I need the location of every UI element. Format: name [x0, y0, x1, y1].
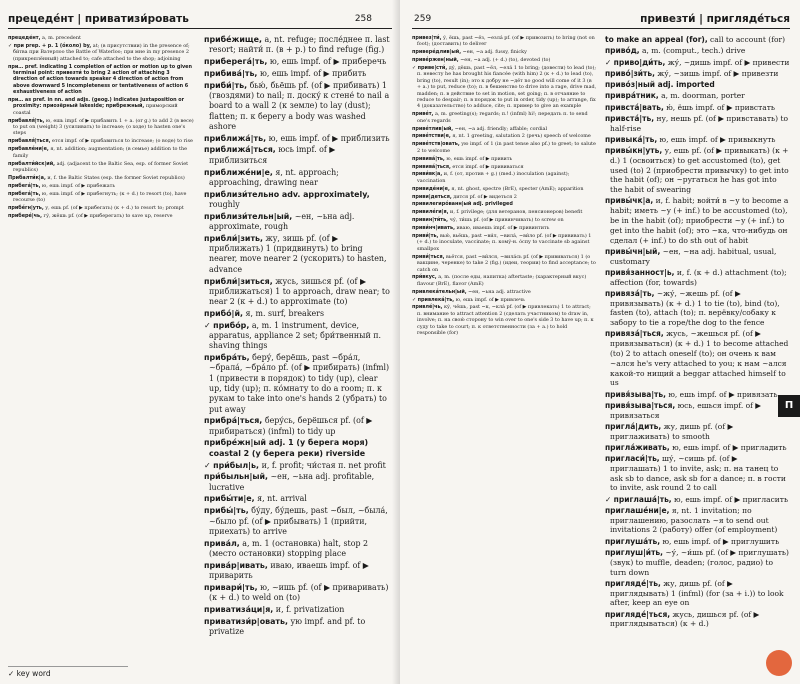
- headword: при… pref. indicating 1 completion of action or motion up to given terminal point: привезти́ to bring 2 action of attaching 3 direction of action towards speaker 4 direction of action from above downward 5 incompleteness or tentativeness of action 6 exhaustiveness of action: [8, 63, 192, 96]
- dictionary-entry: привин|ти́ть, чу́, ти́шь pf. (of ▶ привинчивать) to screw on: [412, 217, 564, 224]
- dictionary-entry: [8, 64, 196, 96]
- headword: пригла́|дить,: [605, 421, 662, 431]
- headword: пригляде́|ть,: [605, 578, 661, 588]
- dictionary-entry: привы́кн|уть, у, ешь pf. (of ▶ привыкать) (к + d.) 1 (освоиться) to get accustomed (to), get used (to) 2 (приобрести привычку) to get into the habit (of); он ~ругаться he has got into the habit of swearing: [605, 146, 789, 195]
- dictionary-entry: при́быльн|ый, ~ен, ~ьна adj. profitable, lucrative: [204, 472, 375, 492]
- page-number: 258: [354, 14, 372, 24]
- dictionary-entry: при… as pref. in nn. and adjs. (geog.) indicates juxtaposition or proximity: приозёрный lakeside; прибрежный, приморский coastal: [8, 97, 185, 116]
- dictionary-entry: привиде́ни|е, я, nt. ghost, spectre (BrE), specter (AmE); apparition: [412, 185, 584, 192]
- headword: прибо́|й,: [204, 308, 243, 318]
- headword: приви́|ться,: [412, 253, 445, 260]
- dictionary-entry: приве́ржен|ный, ~ен, ~а adj. (+ d.) (to), devoted (to): [412, 57, 551, 64]
- dictionary-entry: прибы́ти|е, я, nt. arrival: [204, 494, 307, 504]
- headword: приви́нч|ивать,: [412, 225, 455, 232]
- column-2: [204, 35, 392, 639]
- headword: прибра́ть,: [204, 353, 250, 363]
- dictionary-entry: прибавля́|ться, ется impf. of ▶ прибавиться to increase; (о воде) to rise: [8, 138, 193, 145]
- headword: привя́зыва|ть,: [605, 389, 666, 399]
- dictionary-entry: приви́|ться, вьётся, past ~ви́лся, ~вила́сь pf. (of ▶ прививаться) 1 (о вакцине, черенке) to take 2 (fig.) (идеи, теории) to find acceptance; to catch on: [412, 253, 596, 273]
- dictionary-entry: пригласи́|ть, шу́, ~сишь pf. (of ▶ приглашать) 1 to invite, ask; п. на танец to ask sb to dance, ask sb for a dance; п. в гости to invite, ask round 2 to call: [605, 454, 786, 493]
- dictionary-entry: прибе́гн|уть, у, ешь pf. (of ▶ прибегать) (к + d.) to resort to; prompt: [8, 204, 184, 211]
- headword: приглуша́ть,: [605, 536, 661, 546]
- column-1: [412, 35, 597, 631]
- dictionary-entry: приве́т, а, m. greeting(s); regards; п.! (infml) hi!; передать п. to send one's regards: [412, 111, 588, 124]
- headword: пригляде́|ться,: [605, 609, 671, 619]
- headword: прибли́|зить,: [204, 233, 264, 243]
- dictionary-entry: прибавле́ни|е, я, nt. addition; augmentation; (в семье) addition to the family: [8, 146, 187, 159]
- headword: привра́тник,: [605, 91, 659, 101]
- headword: приве́тств|овать,: [412, 141, 460, 148]
- headword: привез|ти́,: [412, 35, 442, 41]
- dictionary-entry: приближа́|ться, юсь impf. of ▶ приблизиться: [204, 145, 336, 165]
- headword: приве́ржен|ный,: [412, 57, 459, 64]
- page-number: 259: [414, 14, 432, 24]
- headword: приглаше́ни|е,: [605, 505, 670, 515]
- dictionary-entry: привиле́ги|я, и, f. privilege; (для ветеранов, пенсионеров) benefit: [412, 209, 583, 216]
- headword: приближа́|ться,: [204, 145, 276, 155]
- headword: при́был|ь,: [213, 460, 260, 470]
- dictionary-entry: привере́длив|ый, ~ен, ~а adj. fussy, finicky: [412, 49, 527, 56]
- dictionary-entry: пригляде́|ть, жу, дишь pf. (of ▶ приглядывать) 1 (infml) (for (за + i.)) to look after, keep an eye on: [605, 578, 784, 608]
- headword: прибре́жн|ый adj. 1 (у берега моря) coastal 2 (у берега реки) riverside: [204, 438, 369, 458]
- dictionary-entry: прибега́|ть, ю, ешь impf. of ▶ прибежать: [8, 182, 116, 189]
- dictionary-entry: to make an appeal (for), call to account (for): [605, 35, 785, 44]
- dictionary-entry: ✓ приво|ди́ть, жу́, ~дишь impf. of ▶ привести: [605, 57, 790, 67]
- headword: прибавля́|ть,: [8, 117, 45, 124]
- dictionary-entry: приближе́ни|е, я, nt. approach; approaching, drawing near: [204, 167, 339, 187]
- headword: привива́|ться,: [412, 163, 451, 170]
- headword: приво́з|ный adj. imported: [605, 80, 715, 90]
- headword: привяза́|ться,: [605, 329, 664, 339]
- column-1: [8, 35, 196, 639]
- headword: прибо́р,: [213, 320, 250, 330]
- dictionary-entry: приватиза́ци|я, и, f. privatization: [204, 604, 345, 614]
- dictionary-entry: ✓ приве|сти́, ду́, дёшь, past ~ёл, ~ела́ 1 to bring; (довести) to lead (to); п. невесту he has brought his fiancée (with him) 2 (к + d.) to lead (to), bring (to), result (in); это к добру не ~дёт no good will come of it 3 (в + a.) to put, reduce (to); п. в бешенство to drive into a rage, drive mad, madden; п. в действие to set in motion, set going; п. в отчаяние to reduce to despair; п. в порядок to put in order, tidy (up); to arrange, fix 4 (доказательство) to adduce, cite; п. пример to give an example: [412, 65, 597, 110]
- headword: приближе́ни|е,: [204, 167, 273, 177]
- dictionary-entry: приве́тлив|ый, ~ен, ~а adj. friendly; affable; cordial: [412, 125, 548, 132]
- running-head-title: привезти́ | пригляде́ться: [640, 13, 790, 25]
- headword: приве|сти́,: [417, 65, 448, 72]
- headword: приви́вк|а,: [412, 171, 443, 178]
- dictionary-entry: приво́|зи́ть, жу́, ~зишь impf. of ▶ привезти: [605, 68, 779, 78]
- headword: привста́|ть,: [605, 113, 655, 123]
- dictionary-entry: привари́|ть, ю, ~ишь pf. (of ▶ приваривать) (к + d.) to weld on (to): [204, 582, 389, 603]
- headword: привилегиро́ванн|ый adj. privileged: [412, 201, 513, 208]
- thumb-index-tab: П: [778, 395, 800, 417]
- headword: прибалти́йск|ий,: [8, 160, 56, 167]
- dictionary-entry: приви́нч|ивать, иваю, иваешь impf. of ▶ привинтить: [412, 225, 550, 232]
- dictionary-entry: прибива́|ть, ю, ешь impf. of ▶ прибить: [204, 68, 367, 78]
- dictionary-entry: привя́зыва|ться, юсь, ешься impf. of ▶ привязаться: [605, 400, 762, 420]
- headword: приглаша́|ть,: [613, 494, 672, 504]
- dictionary-entry: прибра́|ться, беру́сь, берёшься pf. (of ▶ прибираться) (infml) to tidy up: [204, 416, 373, 436]
- dictionary-entry: приве́тств|овать, ую impf. of 1 (in past tense also pf.) to greet; to salute 2 to welcome: [412, 141, 596, 154]
- dictionary-entry: приви́|ть, вью́, вьёшь, past ~ви́л, ~вила́, ~ви́ло pf. (of ▶ прививать) 1 (+ d.) to inoculate, vaccinate; п. кому́-н. о́спу to vaccinate sb against smallpox: [412, 233, 592, 252]
- dictionary-entry: ✓ при prep. + p. 1 (о́коло) by, at; (в присутствии) in the presence of; би́тва при Ватерлоо the Battle of Waterloo; при мне in my presence 2 (прикреплённый) attached to; cafe attached to the shop; adjoining: [8, 42, 190, 62]
- dictionary-entry: ✓ привлека́|ть, ю, ешь impf. of ▶ привлечь: [412, 296, 525, 303]
- headword: прибы́ти|е,: [204, 494, 255, 504]
- headword: приви|деться,: [412, 193, 452, 200]
- headword: прибе́гн|уть,: [8, 204, 44, 211]
- headword: прибавля́|ться,: [8, 138, 51, 145]
- headword: пригла́живать,: [605, 442, 670, 452]
- headword: to make an appeal (for),: [605, 35, 708, 44]
- headword: прибли́|зиться,: [204, 276, 273, 286]
- dictionary-entry: приглуша́ть, ю, ешь impf. of ▶ приглушить: [605, 536, 780, 546]
- dictionary-entry: пригла́живать, ю, ешь impf. of ▶ пригладить: [605, 442, 787, 452]
- dictionary-entry: прибли́|зиться, жусь, зишься pf. (of ▶ приближаться) 1 to approach, draw near; to near 2 (к + d.) to approximate (to): [204, 276, 390, 307]
- dictionary-entry: прибо́|й, я, m. surf, breakers: [204, 308, 324, 318]
- headword: прибы́|ть,: [204, 506, 249, 516]
- dictionary-entry: приби́|ть, бью́, бьёшь pf. (of ▶ прибивать) 1 (гвоздями) to nail; п. доску́ к стене́ to nail a board to a wall 2 (к земле) to lay (dust); flatten; п. к берегу a body was washed ashore: [204, 80, 390, 131]
- headword: привыка́|ть,: [605, 134, 658, 144]
- headword: Прибалти́к|а,: [8, 174, 46, 181]
- dictionary-entry: приви́вк|а, и, f. (от, против + g.) (med.) inoculation (against); vaccination: [412, 171, 570, 184]
- headword: привива́|ть,: [412, 155, 445, 162]
- headword: приблизи́тельн|ый,: [204, 211, 293, 221]
- running-head-right: [412, 10, 790, 29]
- headword: приве́тстви|е,: [412, 133, 451, 140]
- dictionary-entry: привле́|чь, ку́, чёшь, past ~к, ~кла́ pf. (of ▶ привлекать) 1 to attract; п. внимание to attract attention 2 (сделать участником) to draw in, involve; п. на свою́ сторону to win over to one's side 3 to have up; п. к суду to take to court; п. к ответственности (за + a.) to hold responsible (for): [412, 304, 594, 337]
- dictionary-entry: прибы́|ть, бу́ду, бу́дешь, past ~был, ~была́, ~было pf. (of ▶ прибывать) 1 (прийти, приехать) to arrive: [204, 506, 388, 536]
- dictionary-entry: привыка́|ть, ю, ешь impf. of ▶ привыкнуть: [605, 134, 776, 144]
- dictionary-entry: привива́|ться, ется impf. of ▶ прививаться: [412, 163, 524, 170]
- dictionary-entry: ✓ приглаша́|ть, ю, ешь impf. of ▶ пригласить: [605, 494, 789, 504]
- headword: прива́л,: [204, 538, 240, 548]
- dictionary-entry: привя́зыва|ть, ю, ешь impf. of ▶ привязать: [605, 389, 778, 399]
- publisher-watermark-logo: [766, 650, 792, 676]
- dictionary-entry: прива́р|ивать, иваю, иваешь impf. of ▶ приварить: [204, 560, 369, 581]
- dictionary-entry: прецедéнт, а, m. precedent: [8, 35, 81, 41]
- headword: приво́д,: [605, 46, 640, 56]
- dictionary-entry: привра́тник, а, m. doorman, porter: [605, 91, 745, 101]
- headword: привы́чн|ый,: [605, 246, 661, 256]
- headword: приве́т,: [412, 111, 434, 118]
- headword: привлека́|ть,: [417, 296, 455, 303]
- headword: привлека́тельн|ый,: [412, 288, 467, 295]
- headword: привиде́ни|е,: [412, 185, 450, 192]
- key-footer: ✓ key word: [8, 666, 128, 678]
- dictionary-entry: пригляде́|ться, жусь, дишься pf. (of ▶ приглядываться) (к + d.): [605, 609, 760, 629]
- headword: привяза́|ть,: [605, 288, 655, 298]
- dictionary-entry: привива́|ть, ю, ешь impf. of ▶ привить: [412, 155, 513, 162]
- dictionary-entry: прибе́жище, а, nt. refuge; после́днее п. last resort; найти́ п. (в + p.) to find refuge (fig.): [204, 35, 390, 55]
- dictionary-entry: приглаше́ни|е, я, nt. 1 invitation; по приглашению, разослать ~я to send out invitations 2 (работу) offer (of employment): [605, 505, 778, 535]
- headword: при prep. + p. 1 (о́коло) by,: [13, 42, 92, 49]
- dictionary-entry: привы́чк|а, и, f. habit; войти́ в ~у to become a habit; иметь ~у (+ inf.) to be accustomed (to), be in the habit (of); приобрести ~у (+ inf.) to get into the habit (of); это ~ка, что-нибудь он сделал (+ inf.) to do sth out of habit: [605, 196, 789, 245]
- dictionary-entry: привы́чн|ый, ~ен, ~на adj. habitual, usual, customary: [605, 246, 777, 266]
- headword: привари́|ть,: [204, 582, 258, 592]
- headword: привя́зыва|ться,: [605, 400, 676, 410]
- headword: приберега́|ть,: [204, 57, 268, 67]
- headword: приглуш|и́ть,: [605, 548, 664, 558]
- headword: прибега́|ть,: [8, 190, 41, 197]
- headword: прибра́|ться,: [204, 416, 263, 426]
- headword: приви́|ть,: [412, 233, 439, 240]
- dictionary-entry: привез|ти́, у́, ёшь, past ~ёз, ~езла́ pf. (of ▶ привозить) to bring (not on foot); (доставить) to deliver: [412, 35, 595, 48]
- columns-left: [8, 35, 392, 639]
- headword: привин|ти́ть,: [412, 217, 449, 224]
- headword: приве́тлив|ый,: [412, 125, 454, 132]
- dictionary-entry: ✓ прибо́р, а, m. 1 instrument, device, apparatus, appliance 2 set; бри́твенный п. shaving things: [204, 320, 381, 351]
- dictionary-entry: приво́д, а, m. (comput., tech.) drive: [605, 46, 746, 56]
- headword: прибавле́ни|е,: [8, 146, 49, 153]
- dictionary-entry: [605, 80, 790, 90]
- headword: привы́кн|уть,: [605, 146, 663, 156]
- dictionary-entry: прибавля́|ть, ю, ешь impf. of ▶ прибавить 1 + a. (or g.) to add 2 (в весе) to put on (weight) 3 (усиливать) to increase; (о ходе) to hasten one's steps: [8, 117, 194, 137]
- dictionary-entry: приватизи́р|овать, ую impf. and pf. to privatize: [204, 616, 366, 637]
- dictionary-entry: Прибалти́к|а, и, f. the Baltic States (esp. the former Soviet republics): [8, 174, 185, 181]
- headword: приватиза́ци|я,: [204, 604, 274, 614]
- dictionary-entry: привлека́тельн|ый, ~ен, ~ьна adj. attractive: [412, 288, 531, 295]
- running-head-title: прецедéнт | приватизи́ровать: [8, 13, 189, 25]
- dictionary-entry: приближа́|ть, ю, ешь impf. of ▶ приблизить: [204, 133, 390, 143]
- headword: прибега́|ть,: [8, 182, 41, 189]
- headword: приво́|зи́ть,: [605, 68, 655, 78]
- dictionary-entry: прибега́|ть, ю, ешь impf. of ▶ прибегнуть; (к + d.) to resort (to), have recourse (to): [8, 190, 187, 203]
- dictionary-entry: привяза́|ться, жусь, ~жешься pf. (of ▶ привязываться) (к + d.) 1 to become attached (to) 2 to attach oneself (to); он очень к вам ~ался he's very attached to you; к нам ~ался какой-то нищий a beggar attached himself to us: [605, 329, 789, 388]
- dictionary-entry: приве́тстви|е, я, nt. 1 greeting, salutation 2 (речь) speech of welcome: [412, 133, 591, 140]
- dictionary-entry: привя́занност|ь, и, f. (к + d.) attachment (to); affection (for, towards): [605, 267, 787, 287]
- headword: при… as pref. in nn. and adjs. (geog.) indicates juxtaposition or proximity: приозёрный lakeside; прибрежный,: [8, 97, 185, 110]
- dictionary-entry: ✓ при́был|ь, и, f. profit; чи́стая п. net profit: [204, 460, 386, 470]
- headword: прива́р|ивать,: [204, 560, 268, 570]
- headword: приби́|ть,: [204, 80, 248, 90]
- headword: прибере́|чь,: [8, 212, 42, 219]
- dictionary-entry: приглуш|и́ть, ~у́, ~и́шь pf. (of ▶ приглушать) (звук) to muffle, deaden; (голос, радио) to turn down: [605, 548, 789, 577]
- headword: приблизи́тельно adv. approximately,: [204, 189, 370, 199]
- dictionary-entry: прибли́|зить, жу, зишь pf. (of ▶ приближать) 1 (придвинуть) to bring nearer, move nearer 2 (ускорить) to hasten, advance: [204, 233, 387, 274]
- dictionary-entry: прибра́ть, беру́, берёшь, past ~бра́л, ~брала́, ~бра́ло pf. (of ▶ прибирать) (infml) 1 (привести в порядок) to tidy (up), clear up, tidy (up); п. ко́мнату to do a room; п. к рукам to take into one's hands 2 (убрать) to put away: [204, 353, 390, 414]
- headword: привере́длив|ый,: [412, 49, 462, 56]
- headword: при́быльн|ый,: [204, 472, 269, 482]
- dictionary-entry: привяза́|ть, ~жу́, ~жешь pf. (of ▶ привязывать) (к + d.) 1 to tie (to), bind (to), fasten (to), attach (to); п. верёвку/собаку к забору to tie a rope/the dog to the fence: [605, 288, 780, 328]
- dictionary-entry: привста́|ть, ну, нешь pf. (of ▶ привставать) to half-rise: [605, 113, 788, 133]
- headword: при́вкус,: [412, 274, 437, 281]
- running-head-left: [8, 10, 392, 29]
- dictionary-entry: прибалти́йск|ий, adj. (adjacent to the Baltic Sea, esp. of former Soviet republics): [8, 160, 189, 173]
- headword: привста́|вать,: [605, 102, 664, 112]
- right-page: [400, 0, 800, 684]
- headword: приватизи́р|овать,: [204, 616, 288, 626]
- dictionary-entry: прива́л, а, m. 1 (остановка) halt, stop 2 (место остановки) stopping place: [204, 538, 369, 558]
- headword: пригласи́|ть,: [605, 454, 660, 464]
- column-2: [605, 35, 790, 631]
- dictionary-entry: приберега́|ть, ю, ешь impf. of ▶ приберечь: [204, 57, 387, 67]
- columns-right: [412, 35, 790, 631]
- headword: привиле́ги|я,: [412, 209, 449, 216]
- dictionary-entry: [204, 438, 392, 459]
- headword: прибе́жище,: [204, 35, 262, 44]
- headword: прибива́|ть,: [204, 68, 258, 78]
- dictionary-entry: приблизи́тельн|ый, ~ен, ~ьна adj. approximate, rough: [204, 211, 355, 232]
- dictionary-entry: привста́|вать, ю́, ёшь impf. of ▶ привстать: [605, 102, 775, 112]
- headword: привы́чк|а,: [605, 196, 654, 206]
- dictionary-entry: прибере́|чь, гу́, жёшь pf. (of ▶ приберегать) to save up, reserve: [8, 212, 173, 219]
- headword: привле́|чь,: [412, 304, 443, 311]
- dictionary-entry: приви|деться, дится pf. of ▶ видеться 2: [412, 193, 517, 200]
- dictionary-entry: при́вкус, а, m. (после еды, напитка) aftertaste; (характерный вкус) flavour (BrE), flavor (AmE): [412, 274, 587, 287]
- headword: приво|ди́ть,: [613, 57, 666, 67]
- headword: привя́занност|ь,: [605, 267, 675, 277]
- dictionary-entry: [412, 201, 597, 207]
- dictionary-entry: пригла́|дить, жу, дишь pf. (of ▶ приглаживать) to smooth: [605, 421, 734, 441]
- dictionary-entry: приблизи́тельно adv. approximately, roughly: [204, 189, 370, 209]
- headword: прецедéнт,: [8, 35, 41, 41]
- headword: приближа́|ть,: [204, 133, 267, 143]
